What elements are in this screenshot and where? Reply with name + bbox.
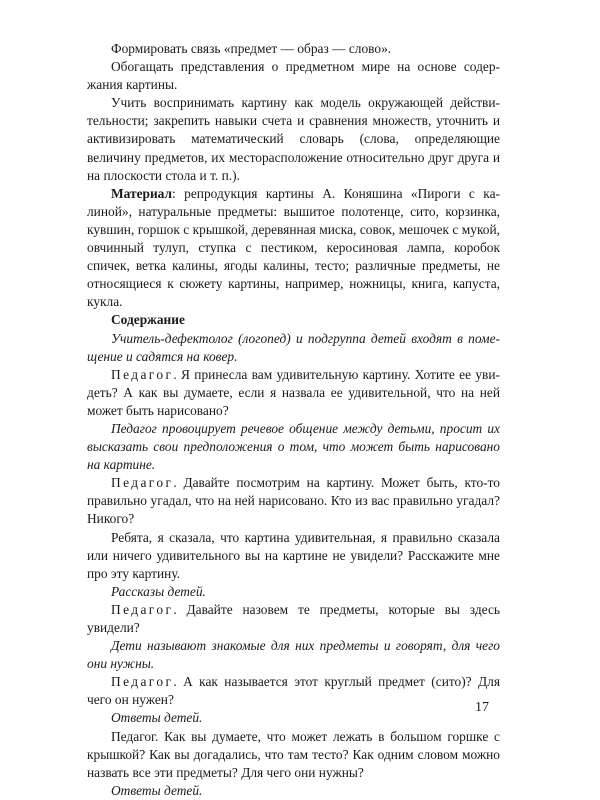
page-number: 17 [475,700,489,715]
dialogue-text: . Я принесла вам удивительную картину. Хотите ее увидеть? А как вы думаете, если я назвала ее удивительной, что на ней может быть нарисовано? [87,366,500,418]
stage-direction-6: Ответы детей. [111,782,203,798]
stage-direction-1: Учитель-дефектолог (логопед) и подгруппа детей входят в помещение и садятся на ковер. [87,330,500,364]
dialogue-5 [87,673,500,709]
stage-direction-5: Ответы детей. [111,710,203,726]
dialogue-4 [87,601,500,637]
dialogue-1 [87,366,500,420]
materials-text: : репродукция картины А. Коняшина «Пироги с калиной», натуральные предметы: вышитое полотенце, сито, корзинка, кувшин, горшок с крышкой, деревянная миска, совок, мешочек с мукой, овчинный тулуп, ступка с пестиком, керосиновая лампа, коробок спичек, ветка калины, ягоды калины, тесто; различные предметы, не относящиеся к сюжету картины, например, ножницы, книга, капуста, кукла. [87,185,500,310]
dialogue-text: . Давайте назовем те предметы, которые вы здесь увидели? [87,601,500,635]
dialogue-3: Ребята, я сказала, что картина удивительная, я правильно сказала или ничего удивительного вы на картине не увидели? Расскажите мне про эту картину. [87,529,500,581]
speaker-label: Педагог [111,601,174,617]
materials-label: Материал [111,185,172,201]
paragraph-goal-1: Формировать связь «предмет — образ — слово». [111,41,392,56]
paragraph-goal-2: Обогащать представления о предметном мире на основе содержания картины. [87,59,500,93]
speaker-label: Педагог [111,366,174,382]
speaker-label: Педагог [111,674,174,690]
speaker-label: Педагог [111,475,174,491]
page-body [87,40,500,800]
section-heading: Содержание [111,312,185,328]
paragraph-materials [87,185,500,312]
dialogue-2 [87,474,500,528]
stage-direction-4: Дети называют знакомые для них предметы и говорят, для чего они нужны. [87,638,500,672]
stage-direction-2: Педагог провоцирует речевое общение между детьми, просит их высказать свои предположения о том, что может быть нарисовано на картине. [87,420,500,473]
dialogue-text: . А как называется этот круглый предмет (сито)? Для чего он нужен? [87,674,500,708]
stage-direction-3: Рассказы детей. [111,583,206,599]
paragraph-goal-3: Учить воспринимать картину как модель окружающей действительности; закрепить навыки счета и сравнения множеств, уточнить и активизировать математический словарь (слова, определяющие величину предметов, их месторасположение относительно друг друга и на плоскости стола и т. п.). [87,95,500,183]
dialogue-text: . Давайте посмотрим на картину. Может быть, кто-то правильно угадал, что на ней нарисовано. Кто из вас правильно угадал? Никого? [87,475,500,527]
dialogue-6: Педагог. Как вы думаете, что может лежать в большом горшке с крышкой? Как вы догадались, что там тесто? Как одним словом можно назвать все эти предметы? Для чего они нужны? [87,728,500,780]
